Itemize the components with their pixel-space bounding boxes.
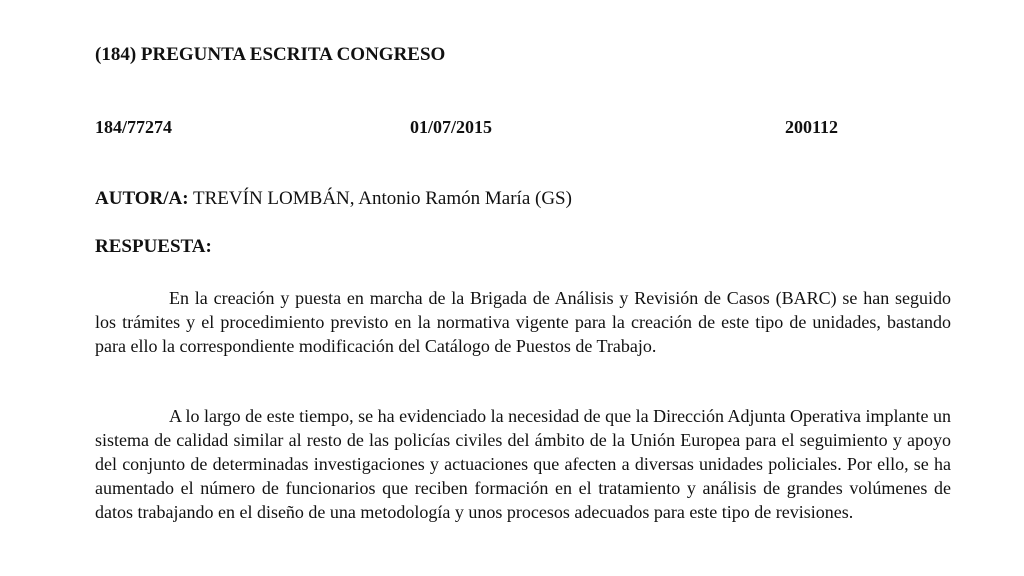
document-heading: (184) PREGUNTA ESCRITA CONGRESO	[95, 44, 446, 65]
author-value: TREVÍN LOMBÁN, Antonio Ramón María (GS)	[193, 188, 572, 209]
reference-date: 01/07/2015	[410, 117, 493, 137]
answer-label: RESPUESTA:	[95, 236, 212, 257]
author-line	[95, 188, 572, 210]
reference-code: 200112	[785, 117, 839, 137]
reference-number: 184/77274	[95, 117, 173, 137]
answer-paragraph-1: En la creación y puesta en marcha de la Brigada de Análisis y Revisión de Casos (BARC) se han seguido los trámites y el procedimiento previsto en la normativa vigente para la creación de este tipo de unidades, bastando para ello la correspondiente modificación del Catálogo de Puestos de Trabajo.	[95, 288, 951, 356]
answer-paragraph-2: A lo largo de este tiempo, se ha evidenciado la necesidad de que la Dirección Adjunta Operativa implante un sistema de calidad similar al resto de las policías civiles del ámbito de la Unión Europea para el seguimiento y apoyo del conjunto de determinadas investigaciones y actuaciones que afecten a diversas unidades policiales. Por ello, se ha aumentado el número de funcionarios que reciben formación en el tratamiento y análisis de grandes volúmenes de datos trabajando en el diseño de una metodología y unos procesos adecuados para este tipo de revisiones.	[95, 406, 951, 522]
author-label: AUTOR/A:	[95, 188, 189, 209]
